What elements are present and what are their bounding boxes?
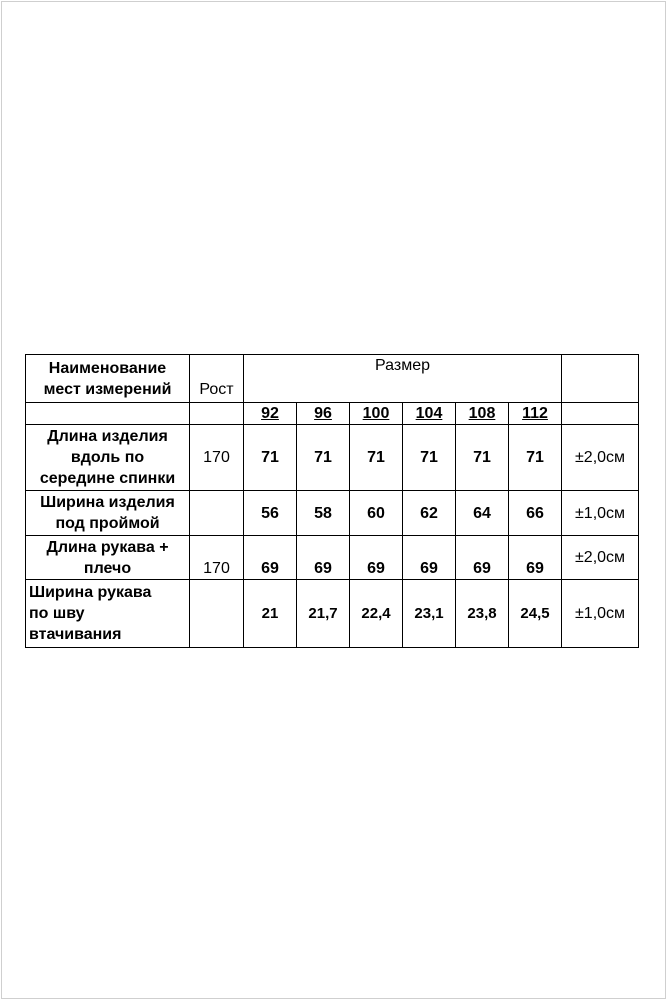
sizes-row-tolerance [562, 403, 639, 425]
table-row [26, 536, 639, 580]
row-value: 58 [297, 491, 350, 536]
sizes-row [26, 403, 639, 425]
header-rost-cell [190, 355, 244, 403]
size-108: 108 [456, 403, 509, 425]
row-value: 71 [403, 425, 456, 491]
row-name-line: Ширина рукава [29, 584, 152, 601]
size-92: 92 [244, 403, 297, 425]
size-96: 96 [297, 403, 350, 425]
row-name-line: по шву [29, 605, 85, 622]
row-value: 71 [244, 425, 297, 491]
row-rost [190, 491, 244, 536]
size-104: 104 [403, 403, 456, 425]
row-name-line: середине спинки [39, 470, 176, 487]
sizes-row-rost [190, 403, 244, 425]
row-value: 69 [509, 536, 562, 580]
row-value: 71 [350, 425, 403, 491]
row-name [26, 425, 190, 491]
row-rost: 170 [190, 536, 244, 580]
row-name [26, 580, 190, 648]
row-name [26, 491, 190, 536]
header-razmer-cell [244, 355, 562, 403]
row-value: 69 [350, 536, 403, 580]
row-value: 64 [456, 491, 509, 536]
row-value: 69 [297, 536, 350, 580]
header-razmer: Размер [375, 357, 431, 374]
row-value: 62 [403, 491, 456, 536]
row-name [26, 536, 190, 580]
row-tolerance: ±2,0см [562, 536, 639, 580]
row-value: 71 [509, 425, 562, 491]
row-value: 71 [297, 425, 350, 491]
row-name-line: Длина рукава + [46, 538, 169, 556]
header-rost: Рост [199, 381, 234, 398]
table-row [26, 580, 639, 648]
row-rost [190, 580, 244, 648]
size-table [25, 354, 639, 648]
header-name-line1: Наименование [48, 359, 167, 377]
header-tolerance-cell [562, 355, 639, 403]
row-value: 21,7 [297, 580, 350, 648]
row-value: 22,4 [350, 580, 403, 648]
table-row [26, 425, 639, 491]
size-100: 100 [350, 403, 403, 425]
row-value: 56 [244, 491, 297, 536]
header-row [26, 355, 639, 379]
size-112: 112 [509, 403, 562, 425]
row-tolerance: ±1,0см [562, 580, 639, 648]
row-tolerance: ±1,0см [562, 491, 639, 536]
header-name-cell [26, 355, 190, 403]
table-row [26, 491, 639, 536]
row-value: 23,1 [403, 580, 456, 648]
row-rost: 170 [190, 425, 244, 491]
row-name-line: плечо [83, 559, 132, 577]
row-value: 66 [509, 491, 562, 536]
row-value: 69 [244, 536, 297, 580]
row-name-line: Длина изделия [47, 428, 168, 445]
row-value: 60 [350, 491, 403, 536]
row-value: 23,8 [456, 580, 509, 648]
row-value: 69 [403, 536, 456, 580]
header-name-line2: мест измерений [43, 380, 172, 398]
row-value: 21 [244, 580, 297, 648]
row-name-line: втачивания [29, 626, 122, 643]
row-name-line: под проймой [55, 515, 160, 532]
row-tolerance: ±2,0см [562, 425, 639, 491]
sizes-row-name [26, 403, 190, 425]
row-name-line: Ширина изделия [40, 494, 175, 511]
row-value: 69 [456, 536, 509, 580]
row-name-line: вдоль по [70, 449, 145, 466]
row-value: 71 [456, 425, 509, 491]
row-value: 24,5 [509, 580, 562, 648]
